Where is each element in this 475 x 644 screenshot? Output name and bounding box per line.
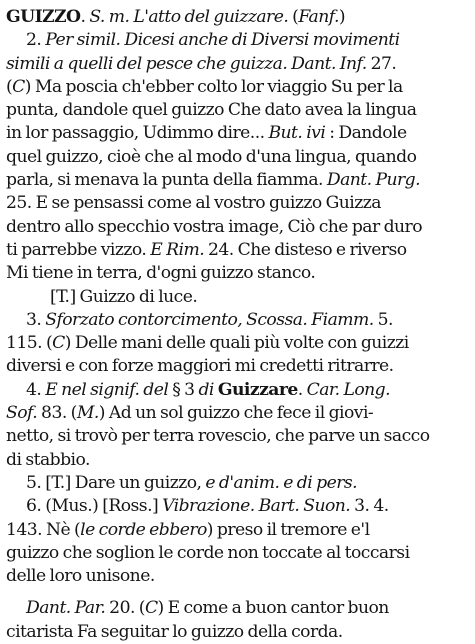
text-segment: ti parrebbe vizzo. — [6, 239, 151, 260]
text-line-l14 — [6, 309, 471, 332]
text-segment: ) — [338, 7, 346, 27]
text-segment: 4. — [26, 379, 46, 400]
text-segment: 3. 4. — [350, 496, 389, 517]
text-segment: M. — [76, 403, 99, 424]
text-segment: citarista Fa seguitar lo guizzo della corda. — [6, 621, 343, 642]
text-segment: parla, si menava la punta della fiamma. — [6, 170, 327, 191]
text-segment: Per simil. Dicesi anche di Diversi movimenti — [45, 30, 400, 51]
text-segment: Mi tiene in terra, d'ogni guizzo stanco. — [6, 263, 316, 284]
text-segment: ) Delle mani delle quali più volte con guizzi — [64, 333, 409, 354]
text-line-l13 — [6, 286, 471, 309]
text-segment: 3. — [26, 309, 46, 330]
text-line-l08 — [6, 169, 471, 192]
text-segment: in lor passaggio, Udimmo dire... — [6, 123, 269, 144]
text-segment: punta, dandole quel guizzo Che dato avea la lingua — [6, 100, 417, 121]
text-segment: Car. Long. — [306, 379, 391, 400]
text-line-l12 — [6, 262, 471, 285]
text-line-l19 — [6, 425, 471, 448]
text-segment: ) Ad un sol guizzo che fece il giovi- — [98, 403, 374, 424]
text-line-l25 — [6, 565, 471, 588]
text-line-l03 — [6, 53, 471, 76]
text-line-l07 — [6, 146, 471, 169]
text-segment: Fanf. — [298, 7, 339, 27]
text-segment: ( — [6, 76, 13, 97]
text-segment: ) preso il tremore e'l — [206, 519, 370, 540]
text-line-l20 — [6, 449, 471, 472]
text-segment: [T.] Guizzo di luce. — [50, 286, 198, 307]
text-segment: delle loro unisone. — [6, 566, 155, 587]
text-line-l18 — [6, 402, 471, 425]
text-segment: E Rim. — [150, 239, 205, 260]
text-segment: guizzo che soglion le corde non toccate al toccarsi — [6, 542, 410, 563]
text-segment: 5. — [373, 309, 393, 330]
text-segment: quel guizzo, cioè che al modo d'una lingua, quando — [6, 146, 417, 167]
text-segment: C — [12, 76, 25, 97]
text-line-l09 — [6, 192, 471, 215]
text-line-l05 — [6, 99, 471, 122]
text-segment: 2. — [26, 30, 46, 51]
text-line-l01 — [6, 6, 471, 29]
text-segment: di stabbio. — [6, 449, 90, 470]
paragraph-gap — [6, 588, 471, 597]
text-segment: 27. — [366, 53, 397, 74]
text-segment: Dant. Purg. — [326, 170, 421, 191]
text-line-l06 — [6, 122, 471, 145]
text-segment: ) E come a buon cantor buon — [157, 598, 389, 619]
text-segment: diversi e con forze maggiori mi credetti ritrarre. — [6, 356, 394, 377]
text-line-l10 — [6, 216, 471, 239]
text-segment: : Dandole — [325, 123, 407, 144]
text-segment: S. m. L'atto del guizzare. — [89, 7, 289, 27]
text-segment: Sforzato contorcimento, Scossa. Fiamm. — [45, 309, 374, 330]
text-line-l15 — [6, 332, 471, 355]
text-segment: 5. [T.] Dare un guizzo, — [26, 472, 206, 493]
text-segment: di — [198, 379, 214, 400]
text-segment: Dant. Par. — [26, 598, 106, 619]
text-segment: C — [52, 333, 65, 354]
text-segment: Sof. — [6, 403, 38, 424]
text-line-l22 — [6, 495, 471, 518]
text-segment: GUIZZO — [6, 7, 81, 27]
text-line-l04 — [6, 76, 471, 99]
text-line-l21 — [6, 472, 471, 495]
text-line-l26 — [6, 597, 471, 620]
text-line-l27 — [6, 621, 471, 644]
text-segment: ( — [288, 7, 299, 27]
text-segment: 143. Nè ( — [6, 519, 81, 540]
text-segment: 25. E se pensassi come al vostro guizzo Guizza — [6, 193, 381, 214]
text-segment: 83. ( — [37, 403, 77, 424]
text-line-l23 — [6, 519, 471, 542]
text-segment: E nel signif. del — [45, 379, 169, 400]
text-segment: ) Ma poscia ch'ebber colto lor viaggio Su per la — [24, 76, 403, 97]
text-segment: C — [144, 598, 158, 619]
text-segment: simili a quelli del pesce che guizza. Dant. Inf. — [6, 53, 367, 74]
text-line-l02 — [6, 29, 471, 52]
dictionary-entry-guizzo — [6, 6, 471, 644]
text-segment: le corde ebbero — [80, 519, 207, 540]
text-line-l11 — [6, 239, 471, 262]
text-segment: § 3 — [168, 379, 199, 400]
text-segment: Vibrazione. Bart. Suon. — [162, 496, 351, 517]
text-segment: Guizzare — [217, 379, 298, 400]
text-line-l16 — [6, 355, 471, 378]
text-segment: But. ivi — [268, 123, 326, 144]
text-line-l24 — [6, 542, 471, 565]
text-segment: dentro allo specchio vostra image, Ciò che par duro — [6, 216, 423, 237]
text-segment: . — [297, 379, 307, 400]
text-segment: netto, si trovò per terra rovescio, che parve un sacco — [6, 426, 430, 447]
text-line-l17 — [6, 379, 471, 402]
text-segment: 24. Che disteso e riverso — [204, 239, 407, 260]
text-segment: e d'anim. e di pers. — [205, 472, 358, 493]
text-segment: 6. (Mus.) [Ross.] — [26, 496, 163, 517]
text-segment: 20. ( — [105, 598, 145, 619]
text-segment: 115. ( — [6, 333, 53, 354]
text-segment: . — [80, 7, 90, 27]
